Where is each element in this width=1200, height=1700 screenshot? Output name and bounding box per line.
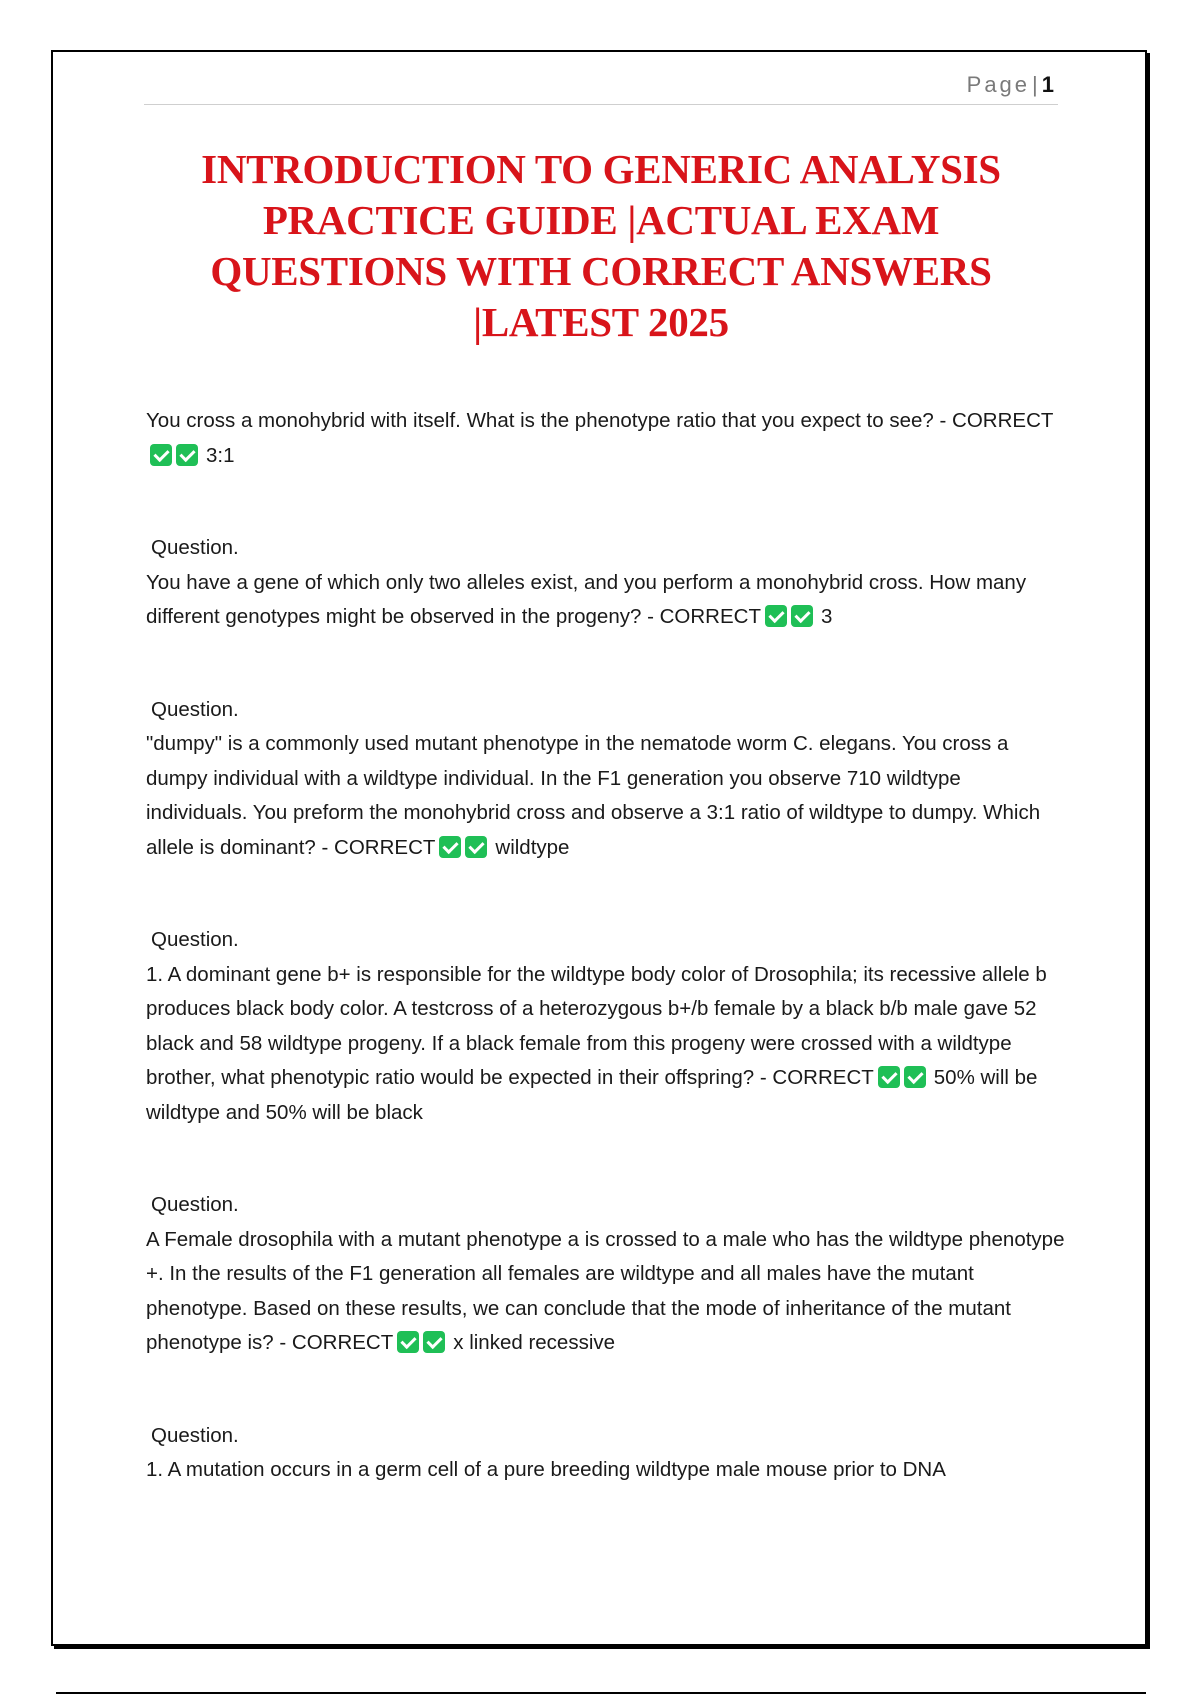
answer-text: 3:1 xyxy=(206,443,235,467)
check-mark-icon xyxy=(397,1331,419,1353)
check-mark-icon xyxy=(791,605,813,627)
check-mark-icon xyxy=(150,444,172,466)
check-mark-icon xyxy=(465,836,487,858)
question-list xyxy=(146,404,1066,1488)
question-item xyxy=(146,404,1066,473)
question-text: You cross a monohybrid with itself. What is the phenotype ratio that you expect to see? - xyxy=(146,409,947,432)
correct-label: CORRECT xyxy=(291,1331,394,1354)
question-text: "dumpy" is a commonly used mutant phenotype in the nematode worm C. elegans. You cross a dumpy individual with a wildtype individual. In the F1 generation you observe 710 wildtype individuals. You preform the monohybrid cross and observe a 3:1 ratio of wildtype to dumpy. Which allele is dominant? - xyxy=(146,732,1041,859)
question-label: Question. xyxy=(151,536,239,559)
check-mark-icon xyxy=(423,1331,445,1353)
correct-label: CORRECT xyxy=(952,409,1054,432)
correct-label: CORRECT xyxy=(334,835,436,859)
page-number-value: 1 xyxy=(1041,72,1054,97)
question-label: Question. xyxy=(151,1193,239,1216)
page-separator: | xyxy=(1032,72,1038,97)
correct-label: CORRECT xyxy=(659,605,761,628)
question-text: 1. A dominant gene b+ is responsible for the wildtype body color of Drosophila; its recessive allele b produces black body color. A testcross of a heterozygous b+/b female by a black b/b male gave 52 black and 58 wildtype progeny. If a black female from this progeny were crossed with a wildtype brother, what phenotypic ratio would be expected in their offspring? - xyxy=(146,962,1047,1089)
check-mark-icon xyxy=(439,836,461,858)
check-mark-icon xyxy=(878,1066,900,1088)
page-header xyxy=(144,70,1058,105)
question-label: Question. xyxy=(151,1423,239,1447)
question-item xyxy=(146,923,1066,1130)
question-item xyxy=(146,531,1066,635)
question-label: Question. xyxy=(151,697,239,721)
question-label: Question. xyxy=(151,928,239,951)
question-item xyxy=(146,693,1066,866)
question-text: 1. A mutation occurs in a germ cell of a pure breeding wildtype male mouse prior to DNA xyxy=(146,1458,946,1481)
answer-text: wildtype xyxy=(495,835,570,859)
page-number xyxy=(967,72,1054,98)
answer-text: x linked recessive xyxy=(453,1331,616,1354)
question-text: You have a gene of which only two alleles exist, and you perform a monohybrid cross. How many different genotypes might be observed in the progeny? - xyxy=(146,570,1027,628)
next-page-border xyxy=(56,1692,1146,1694)
question-item xyxy=(146,1419,1066,1488)
question-text: A Female drosophila with a mutant phenotype a is crossed to a male who has the wildtype phenotype +. In the results of the F1 generation all females are wildtype and all males have the mutant phenotype. Based on these results, we can conclude that the mode of inheritance of the mutant phenotype is? - xyxy=(146,1227,1065,1354)
correct-label: CORRECT xyxy=(772,1066,874,1089)
check-mark-icon xyxy=(176,444,198,466)
answer-text: 3 xyxy=(820,605,833,628)
page-label: Page xyxy=(966,72,1031,97)
answer-text: 50% will be wildtype and 50% will be black xyxy=(146,1066,1038,1124)
check-mark-icon xyxy=(765,605,787,627)
question-item xyxy=(146,1188,1066,1361)
document-title: INTRODUCTION TO GENERIC ANALYSIS PRACTICE GUIDE |ACTUAL EXAM QUESTIONS WITH CORRECT ANSWERS |LATEST 2025 xyxy=(201,146,1001,345)
check-mark-icon xyxy=(904,1066,926,1088)
